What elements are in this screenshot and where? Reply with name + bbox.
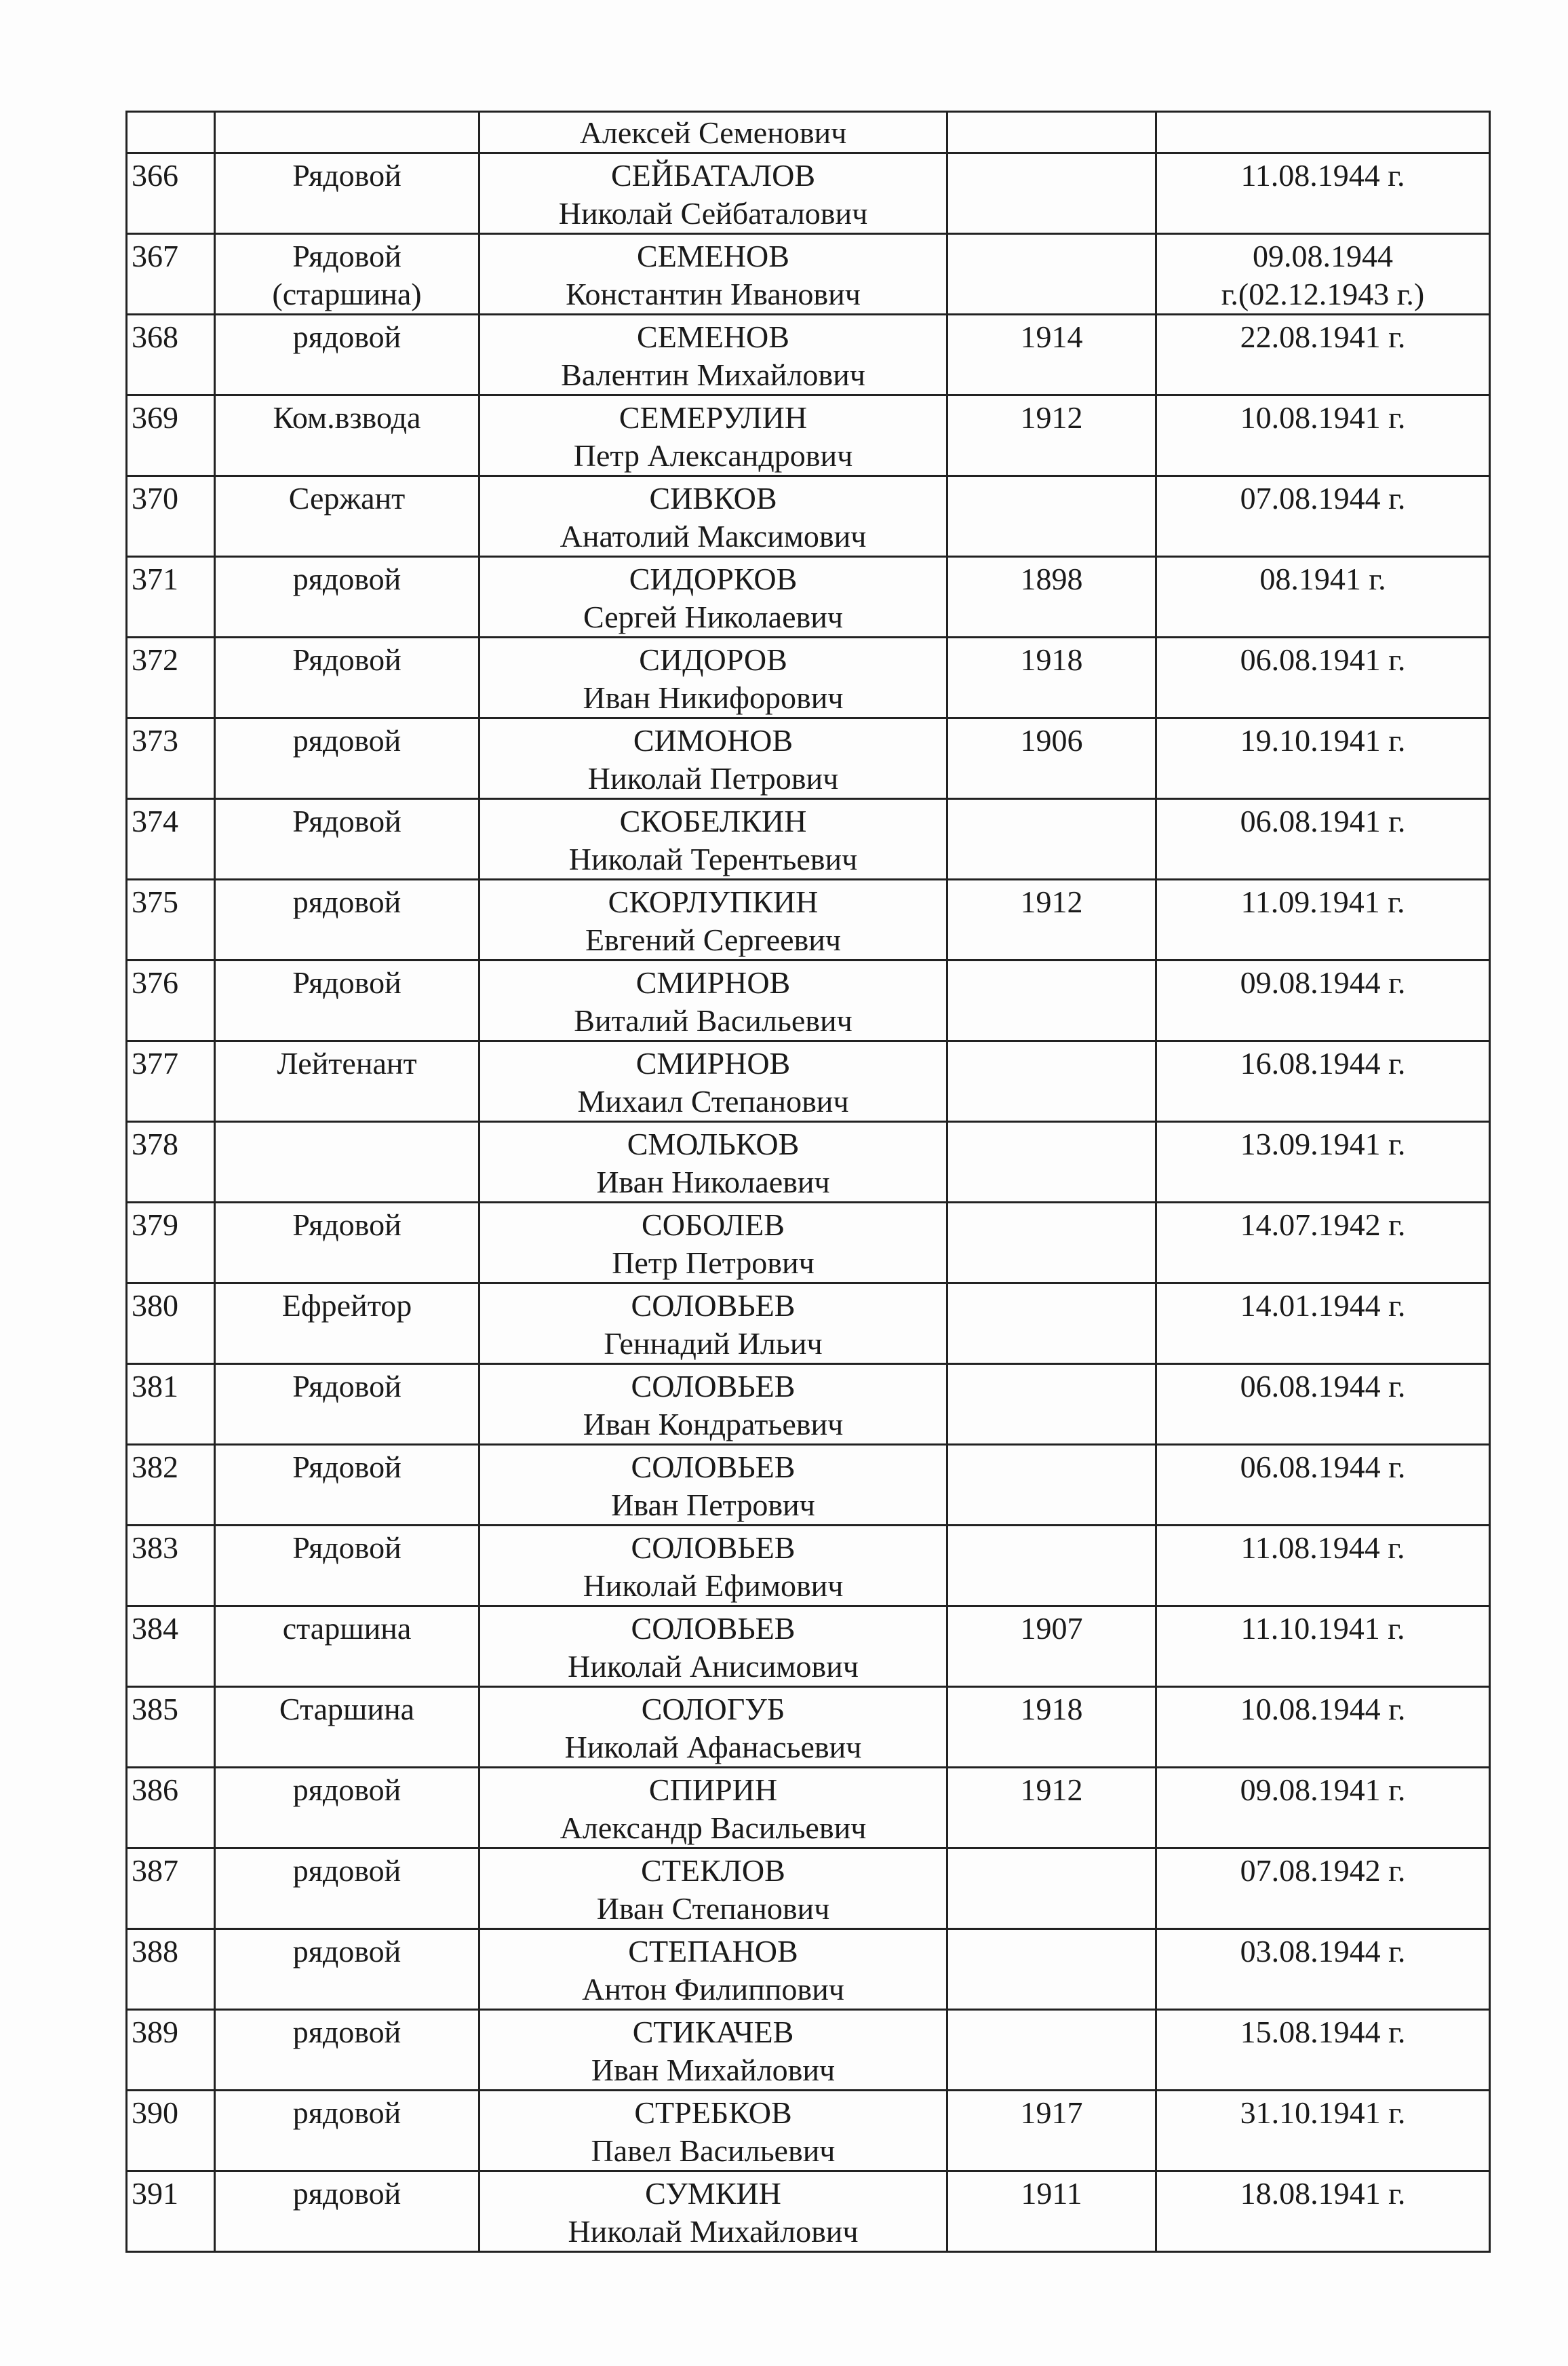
date-text: 11.08.1944 г. (1240, 1530, 1405, 1565)
rank-text: Старшина (279, 1692, 415, 1726)
cell-rank (215, 112, 479, 153)
cell-rank (215, 395, 479, 476)
given-name: Николай Ефимович (583, 1568, 844, 1603)
cell-date (1156, 1041, 1490, 1122)
table-row (127, 638, 1490, 718)
given-name: Алексей Семенович (579, 115, 847, 150)
register-body (127, 112, 1490, 2252)
cell-date (1156, 718, 1490, 799)
cell-date (1156, 315, 1490, 395)
cell-full-name (479, 2091, 947, 2171)
cell-rank (215, 2171, 479, 2252)
cell-number: 375 (127, 880, 215, 961)
cell-rank (215, 234, 479, 315)
given-name: Иван Никифорович (583, 680, 844, 715)
cell-rank (215, 1283, 479, 1364)
rank-text: Сержант (288, 481, 406, 516)
cell-number: 391 (127, 2171, 215, 2252)
cell-rank (215, 880, 479, 961)
surname: СОЛОВЬЕВ (631, 1369, 796, 1403)
given-name: Сергей Николаевич (583, 600, 843, 634)
table-row (127, 961, 1490, 1041)
cell-number: 384 (127, 1606, 215, 1687)
rank-note: (старшина) (272, 277, 422, 311)
table-row (127, 153, 1490, 234)
surname: СМОЛЬКОВ (627, 1127, 800, 1161)
cell-birth-year: 1914 (947, 315, 1156, 395)
table-row (127, 1283, 1490, 1364)
surname: СОЛОВЬЕВ (631, 1530, 796, 1565)
cell-full-name (479, 395, 947, 476)
given-name: Иван Кондратьевич (583, 1407, 844, 1441)
given-name: Михаил Степанович (577, 1084, 849, 1119)
cell-date (1156, 799, 1490, 880)
cell-full-name (479, 961, 947, 1041)
cell-number: 373 (127, 718, 215, 799)
cell-full-name (479, 1768, 947, 1848)
given-name: Николай Михайлович (568, 2214, 859, 2249)
cell-rank (215, 557, 479, 638)
cell-birth-year: 1912 (947, 395, 1156, 476)
casualty-register-table (125, 111, 1491, 2253)
surname: СМИРНОВ (635, 965, 791, 1000)
surname: СТРЕБКОВ (634, 2095, 792, 2130)
date-text: 19.10.1941 г. (1240, 723, 1406, 758)
cell-birth-year (947, 1848, 1156, 1929)
cell-date (1156, 234, 1490, 315)
rank-text: Ефрейтор (281, 1288, 412, 1323)
table-row (127, 799, 1490, 880)
given-name: Николай Петрович (587, 761, 839, 796)
cell-number: 377 (127, 1041, 215, 1122)
cell-date (1156, 1687, 1490, 1768)
given-name: Александр Васильевич (560, 1810, 867, 1845)
table-row (127, 315, 1490, 395)
cell-date (1156, 2171, 1490, 2252)
cell-date (1156, 1768, 1490, 1848)
table-row (127, 2091, 1490, 2171)
date-text: 10.08.1941 г. (1240, 400, 1406, 435)
table-row (127, 880, 1490, 961)
surname: СКОРЛУПКИН (608, 885, 819, 919)
cell-full-name (479, 2010, 947, 2091)
cell-full-name (479, 1122, 947, 1203)
rank-text: рядовой (292, 1772, 401, 1807)
cell-rank (215, 1203, 479, 1283)
given-name: Николай Анисимович (568, 1649, 859, 1684)
given-name: Петр Александрович (573, 438, 853, 473)
rank-text: рядовой (292, 319, 401, 354)
date-text: 09.08.1944 г. (1240, 965, 1406, 1000)
surname: СТЕКЛОВ (641, 1853, 785, 1888)
cell-birth-year (947, 1203, 1156, 1283)
rank-text: Ком.взвода (273, 400, 421, 435)
cell-birth-year: 1907 (947, 1606, 1156, 1687)
table-row (127, 557, 1490, 638)
cell-date (1156, 1364, 1490, 1445)
cell-date (1156, 112, 1490, 153)
table-row (127, 1041, 1490, 1122)
surname: СЕЙБАТАЛОВ (610, 158, 816, 193)
cell-full-name (479, 1687, 947, 1768)
cell-rank (215, 718, 479, 799)
cell-number: 386 (127, 1768, 215, 1848)
surname: СЕМЕНОВ (637, 319, 789, 354)
cell-date (1156, 638, 1490, 718)
surname: СЕМЕНОВ (637, 239, 789, 273)
cell-date (1156, 1526, 1490, 1606)
date-text: 18.08.1941 г. (1240, 2176, 1406, 2211)
cell-rank (215, 315, 479, 395)
date-text: 31.10.1941 г. (1240, 2095, 1406, 2130)
rank-text: рядовой (292, 1934, 401, 1969)
date-text: 06.08.1941 г. (1240, 642, 1406, 677)
cell-number: 381 (127, 1364, 215, 1445)
rank-text: рядовой (292, 2176, 401, 2211)
cell-rank (215, 1848, 479, 1929)
rank-text: Рядовой (292, 239, 401, 273)
surname: СИДОРОВ (639, 642, 787, 677)
cell-full-name (479, 1041, 947, 1122)
surname: СОЛОВЬЕВ (631, 1450, 796, 1484)
cell-number: 368 (127, 315, 215, 395)
given-name: Константин Иванович (566, 277, 861, 311)
surname: СКОБЕЛКИН (619, 804, 807, 838)
cell-date (1156, 1283, 1490, 1364)
cell-rank (215, 1122, 479, 1203)
cell-full-name (479, 718, 947, 799)
cell-date (1156, 880, 1490, 961)
rank-text: Рядовой (292, 642, 401, 677)
given-name: Иван Петрович (611, 1488, 815, 1522)
table-row (127, 1929, 1490, 2010)
cell-rank (215, 1929, 479, 2010)
cell-full-name (479, 234, 947, 315)
cell-rank (215, 1768, 479, 1848)
date-text: 11.10.1941 г. (1240, 1611, 1405, 1646)
date-text: 06.08.1941 г. (1240, 804, 1406, 838)
date-text: 03.08.1944 г. (1240, 1934, 1406, 1969)
date-text: 11.09.1941 г. (1240, 885, 1405, 919)
cell-full-name (479, 1364, 947, 1445)
cell-rank (215, 1041, 479, 1122)
cell-number: 374 (127, 799, 215, 880)
table-row (127, 1848, 1490, 1929)
rank-text: Рядовой (292, 804, 401, 838)
cell-birth-year: 1912 (947, 880, 1156, 961)
cell-number: 382 (127, 1445, 215, 1526)
date-text: 11.08.1944 г. (1240, 158, 1405, 193)
rank-text: Рядовой (292, 1207, 401, 1242)
cell-number: 367 (127, 234, 215, 315)
given-name: Николай Сейбаталович (558, 196, 868, 231)
cell-birth-year (947, 1283, 1156, 1364)
table-row (127, 1445, 1490, 1526)
surname: СУМКИН (645, 2176, 781, 2211)
date-text: 13.09.1941 г. (1240, 1127, 1406, 1161)
cell-birth-year: 1898 (947, 557, 1156, 638)
cell-rank (215, 638, 479, 718)
rank-text: рядовой (292, 562, 401, 596)
cell-full-name (479, 1445, 947, 1526)
rank-text: Рядовой (292, 158, 401, 193)
date-text: 10.08.1944 г. (1240, 1692, 1406, 1726)
given-name: Валентин Михайлович (561, 357, 865, 392)
surname: СИДОРКОВ (629, 562, 798, 596)
cell-full-name (479, 315, 947, 395)
given-name: Николай Терентьевич (568, 842, 858, 876)
cell-birth-year: 1917 (947, 2091, 1156, 2171)
surname: СОЛОВЬЕВ (631, 1288, 796, 1323)
surname: СПИРИН (648, 1772, 778, 1807)
cell-full-name (479, 1848, 947, 1929)
cell-rank (215, 2010, 479, 2091)
cell-birth-year (947, 799, 1156, 880)
cell-birth-year: 1906 (947, 718, 1156, 799)
rank-text: Лейтенант (277, 1046, 417, 1081)
cell-full-name (479, 153, 947, 234)
given-name: Иван Михайлович (591, 2053, 836, 2087)
cell-number: 383 (127, 1526, 215, 1606)
cell-rank (215, 1445, 479, 1526)
surname: СТИКАЧЕВ (632, 2015, 794, 2049)
cell-rank (215, 1606, 479, 1687)
cell-birth-year (947, 1929, 1156, 2010)
cell-number: 390 (127, 2091, 215, 2171)
cell-rank (215, 961, 479, 1041)
table-row (127, 718, 1490, 799)
date-text: 07.08.1944 г. (1240, 481, 1406, 516)
table-row (127, 1122, 1490, 1203)
cell-full-name (479, 557, 947, 638)
cell-full-name (479, 1526, 947, 1606)
surname: СОЛОГУБ (641, 1692, 785, 1726)
cell-number: 369 (127, 395, 215, 476)
cell-number: 387 (127, 1848, 215, 1929)
cell-rank (215, 1364, 479, 1445)
cell-date (1156, 395, 1490, 476)
cell-full-name (479, 1283, 947, 1364)
cell-date (1156, 1203, 1490, 1283)
given-name: Николай Афанасьевич (564, 1730, 862, 1764)
date-note: г.(02.12.1943 г.) (1221, 277, 1425, 311)
rank-text: рядовой (292, 2095, 401, 2130)
rank-text: Рядовой (292, 1530, 401, 1565)
rank-text: Рядовой (292, 1369, 401, 1403)
cell-date (1156, 1929, 1490, 2010)
cell-number: 378 (127, 1122, 215, 1203)
cell-full-name (479, 1606, 947, 1687)
date-text: 22.08.1941 г. (1240, 319, 1406, 354)
cell-birth-year (947, 476, 1156, 557)
cell-date (1156, 961, 1490, 1041)
cell-rank (215, 153, 479, 234)
cell-full-name (479, 880, 947, 961)
cell-date (1156, 153, 1490, 234)
cell-birth-year (947, 1445, 1156, 1526)
cell-date (1156, 2091, 1490, 2171)
rank-text: Рядовой (292, 1450, 401, 1484)
rank-text: рядовой (292, 2015, 401, 2049)
cell-full-name (479, 2171, 947, 2252)
cell-number: 370 (127, 476, 215, 557)
surname: СОБОЛЕВ (642, 1207, 785, 1242)
date-text: 15.08.1944 г. (1240, 2015, 1406, 2049)
cell-rank (215, 2091, 479, 2171)
cell-full-name (479, 799, 947, 880)
date-text: 14.01.1944 г. (1240, 1288, 1406, 1323)
date-text: 09.08.1941 г. (1240, 1772, 1406, 1807)
cell-birth-year (947, 2010, 1156, 2091)
table-row-continuation (127, 112, 1490, 153)
given-name: Иван Степанович (596, 1891, 830, 1926)
cell-birth-year (947, 1041, 1156, 1122)
table-row (127, 1768, 1490, 1848)
cell-date (1156, 1848, 1490, 1929)
table-row (127, 1526, 1490, 1606)
rank-text: Рядовой (292, 965, 401, 1000)
table-row (127, 1364, 1490, 1445)
cell-birth-year: 1918 (947, 1687, 1156, 1768)
cell-date (1156, 2010, 1490, 2091)
cell-date (1156, 1445, 1490, 1526)
date-text: 09.08.1944 (1253, 239, 1393, 273)
table-row (127, 234, 1490, 315)
cell-number: 380 (127, 1283, 215, 1364)
cell-birth-year (947, 153, 1156, 234)
table-row (127, 1606, 1490, 1687)
surname: СЕМЕРУЛИН (619, 400, 808, 435)
cell-date (1156, 1122, 1490, 1203)
date-text: 06.08.1944 г. (1240, 1450, 1406, 1484)
cell-rank (215, 1687, 479, 1768)
rank-text: рядовой (292, 885, 401, 919)
table-row (127, 1687, 1490, 1768)
given-name: Иван Николаевич (596, 1165, 830, 1199)
cell-date (1156, 557, 1490, 638)
date-text: 07.08.1942 г. (1240, 1853, 1406, 1888)
cell-number: 388 (127, 1929, 215, 2010)
surname: СИМОНОВ (633, 723, 793, 758)
rank-text: старшина (282, 1611, 412, 1646)
cell-birth-year (947, 112, 1156, 153)
given-name: Петр Петрович (612, 1245, 815, 1280)
cell-number: 385 (127, 1687, 215, 1768)
cell-number: 372 (127, 638, 215, 718)
table-row (127, 1203, 1490, 1283)
given-name: Антон Филиппович (582, 1972, 844, 2006)
given-name: Анатолий Максимович (560, 519, 867, 554)
cell-full-name (479, 112, 947, 153)
cell-birth-year: 1911 (947, 2171, 1156, 2252)
date-text: 06.08.1944 г. (1240, 1369, 1406, 1403)
cell-number: 371 (127, 557, 215, 638)
surname: СМИРНОВ (635, 1046, 791, 1081)
cell-number: 376 (127, 961, 215, 1041)
cell-birth-year: 1912 (947, 1768, 1156, 1848)
cell-number: 389 (127, 2010, 215, 2091)
cell-birth-year (947, 1526, 1156, 1606)
cell-date (1156, 1606, 1490, 1687)
cell-full-name (479, 638, 947, 718)
cell-full-name (479, 1929, 947, 2010)
cell-birth-year (947, 234, 1156, 315)
surname: СИВКОВ (649, 481, 777, 516)
date-text: 08.1941 г. (1259, 562, 1386, 596)
cell-number (127, 112, 215, 153)
cell-rank (215, 799, 479, 880)
cell-number: 366 (127, 153, 215, 234)
given-name: Павел Васильевич (591, 2133, 836, 2168)
rank-text: рядовой (292, 723, 401, 758)
cell-rank (215, 1526, 479, 1606)
cell-birth-year: 1918 (947, 638, 1156, 718)
rank-text: рядовой (292, 1853, 401, 1888)
date-text: 16.08.1944 г. (1240, 1046, 1406, 1081)
table-row (127, 2171, 1490, 2252)
table-row (127, 2010, 1490, 2091)
date-text: 14.07.1942 г. (1240, 1207, 1406, 1242)
surname: СТЕПАНОВ (628, 1934, 798, 1969)
cell-date (1156, 476, 1490, 557)
surname: СОЛОВЬЕВ (631, 1611, 796, 1646)
table-row (127, 395, 1490, 476)
cell-rank (215, 476, 479, 557)
cell-full-name (479, 1203, 947, 1283)
given-name: Виталий Васильевич (574, 1003, 852, 1038)
cell-number: 379 (127, 1203, 215, 1283)
cell-full-name (479, 476, 947, 557)
cell-birth-year (947, 1364, 1156, 1445)
given-name: Геннадий Ильич (604, 1326, 823, 1361)
cell-birth-year (947, 961, 1156, 1041)
given-name: Евгений Сергеевич (585, 923, 842, 957)
cell-birth-year (947, 1122, 1156, 1203)
table-row (127, 476, 1490, 557)
